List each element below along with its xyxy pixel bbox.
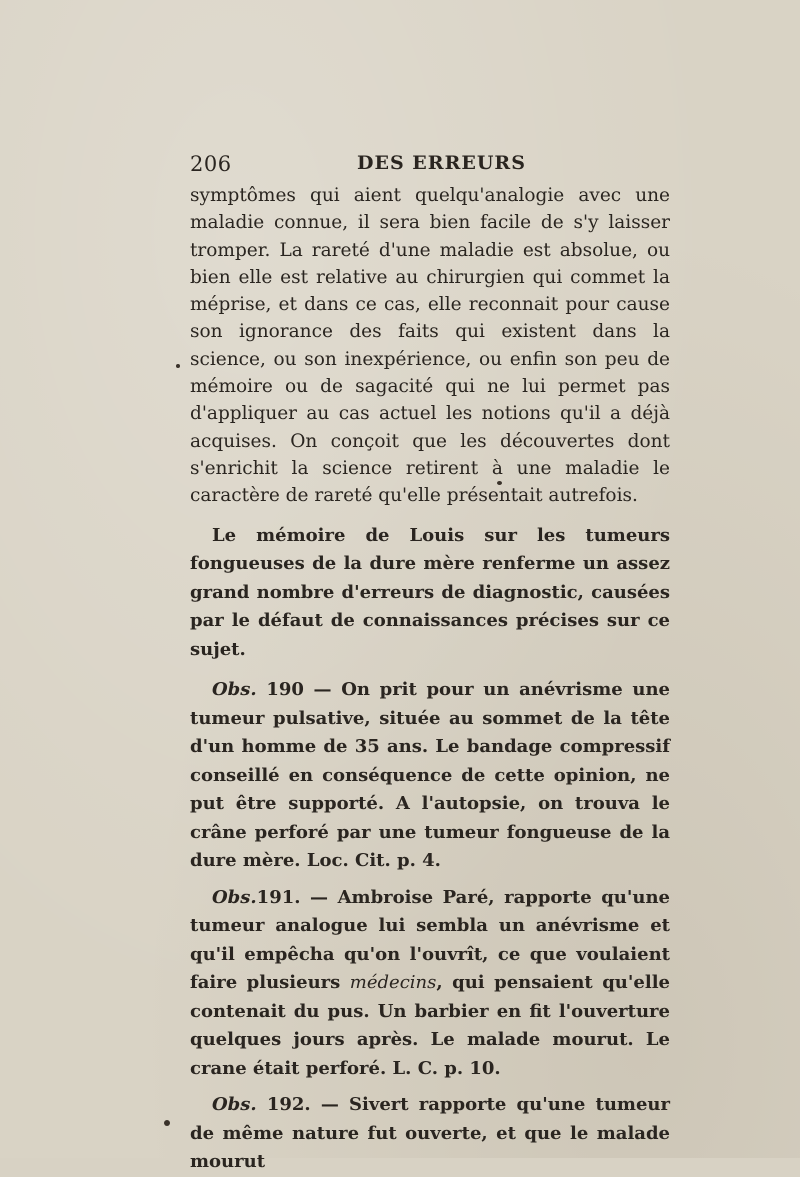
ink-speck <box>164 1120 170 1126</box>
body-text <box>190 182 670 1177</box>
observation-text: 192. — Sivert rapporte qu'une tumeur de même nature fut ouverte, et que le malade mourut <box>190 1094 670 1173</box>
observation-italic-word: médecins <box>349 972 437 994</box>
paragraph-text: Le mémoire de Louis sur les tumeurs fongueuses de la dure mère renferme un assez grand nombre d'erreurs de diagnostic, causées par le défaut de connaissances précises sur ce sujet. <box>190 524 670 660</box>
obs-label: Obs. <box>212 679 257 701</box>
observation-192 <box>190 1091 670 1177</box>
observation-text: 191. — Ambroise Paré, rapporte qu'une tumeur analogue lui sembla un anévrisme et qu'il empêcha qu'on l'ouvrît, ce que voulaient faire plusieurs <box>190 886 670 994</box>
running-head: DES ERREURS <box>357 152 526 174</box>
paragraph-louis-memoir <box>190 522 670 665</box>
obs-label: Obs. <box>212 886 257 908</box>
page-header <box>190 152 670 178</box>
observation-text: , qui pensaient qu'elle contenait du pus. Un barbier en fit l'ouverture quelques jours après. Le malade mourut. Le crane était perforé. L. C. p. 10. <box>190 972 670 1079</box>
page-number: 206 <box>190 152 232 176</box>
ink-speck <box>497 481 502 485</box>
paragraph-text: symptômes qui aient quelqu'analogie avec une maladie connue, il sera bien facile de s'y laisser tromper. La rareté d'une maladie est absolue, ou bien elle est relative au chirurgien qui commet la méprise, et dans ce cas, elle reconnait pour cause son ignorance des faits qui existent dans la science, ou son inexpérience, ou enfin son peu de mémoire ou de sagacité qui ne lui permet pas d'appliquer au cas actuel les notions qu'il a déjà acquises. On conçoit que les découvertes dont s'enrichit la science retirent à une maladie le caractère de rareté qu'elle présentait autrefois. <box>190 185 670 507</box>
observation-190 <box>190 676 670 876</box>
paragraph-rarity <box>190 182 670 510</box>
obs-label: Obs. <box>212 1094 257 1116</box>
observation-text: 190 — On prit pour un anévrisme une tumeur pulsative, située au sommet de la tête d'un homme de 35 ans. Le bandage compressif conseillé en conséquence de cette opinion, ne put être supporté. A l'autopsie, on trouva le crâne perforé par une tumeur fongueuse de la dure mère. Loc. Cit. p. 4. <box>190 679 670 872</box>
observation-191 <box>190 884 670 1084</box>
ink-speck <box>176 364 180 368</box>
